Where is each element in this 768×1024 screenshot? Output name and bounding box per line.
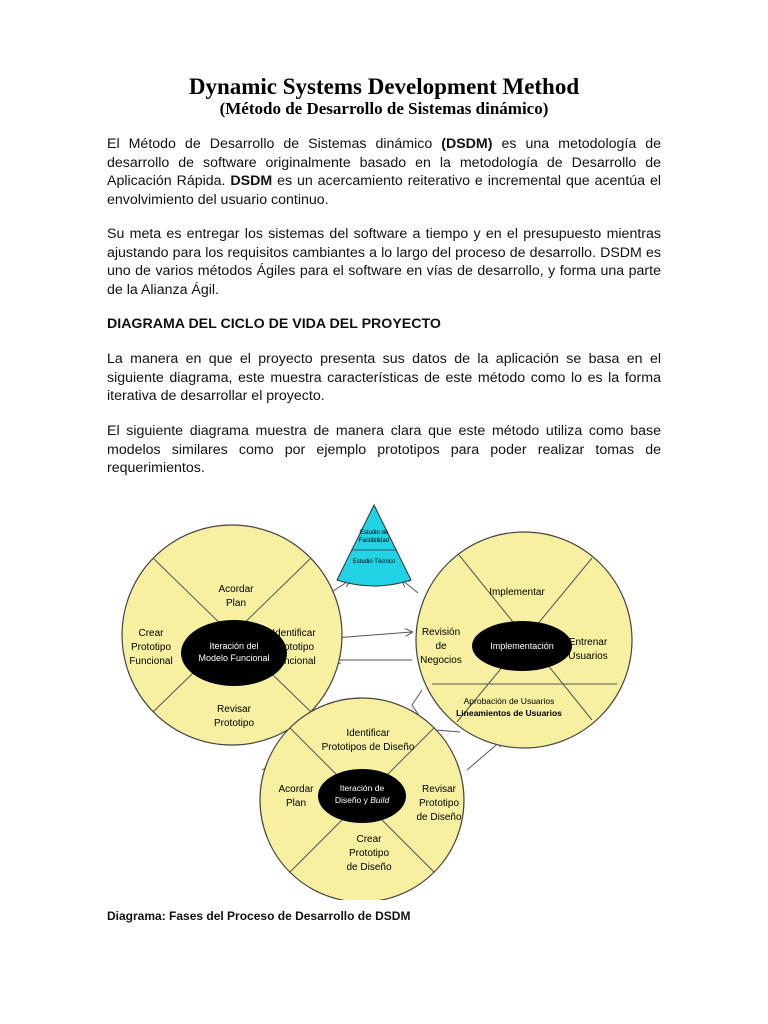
functional-model-circle [122,525,342,745]
right-right-label-2: Usuarios [568,651,608,662]
bottom-center-label-2-text: Diseño y [334,795,371,805]
right-left-label-2: de [435,641,447,652]
left-top-label-2: Plan [225,598,247,609]
left-right-label-2: Prototipo [273,642,315,653]
bottom-bottom-label-2: Prototipo [348,848,390,859]
left-top-label-1: Acordar [218,584,254,595]
intro-text-pre: El Método de Desarrollo de Sistemas dinámico [107,136,442,152]
section-heading: DIAGRAMA DEL CICLO DE VIDA DEL PROYECTO [107,316,441,332]
right-bottom-label-1: Aprobación de Usuarios [463,696,555,706]
document-title: Dynamic Systems Development Method [188,74,580,99]
left-center-label-2: Modelo Funcional [198,653,270,663]
bottom-bottom-label-3: de Diseño [346,862,392,873]
bottom-center-label-1: Iteración de [339,783,385,793]
diagram-description-paragraph: El siguiente diagrama muestra de manera clara que este método utiliza como base modelos similares como por ejemplo prototipos para poder realizar tomas de requerimientos. [107,423,661,477]
triangle-top-label-1: Estudio de [359,530,389,536]
bottom-center-label-2 [335,795,390,805]
right-center-label: Implementación [490,641,554,651]
left-left-label-2: Prototipo [130,642,172,653]
left-center-label-1: Iteración del [209,641,259,651]
dsdm-lifecycle-diagram [112,500,672,900]
implementation-circle [416,532,632,748]
right-left-label-1: Revisión [421,627,461,638]
diagram-intro-paragraph: La manera en que el proyecto presenta sus datos de la aplicación se basa en el siguiente diagrama, este muestra características de este método como lo es la forma iterativa de desarrollar el proyecto. [107,351,661,405]
triangle-top-label-2: Factibilidad [358,538,390,544]
feasibility-triangle [337,505,411,586]
bottom-right-label-2: Prototipo [418,798,460,809]
left-right-label-1: Identificar [272,628,316,639]
left-right-label-3: Funcional [272,656,316,667]
bottom-center-label-2-build: Build [370,795,390,805]
left-left-label-1: Crear [138,628,164,639]
right-top-label: Implementar [489,587,545,598]
bottom-top-label-2: Prototipos de Diseño [321,742,415,753]
right-left-label-3: Negocios [420,655,462,666]
bottom-bottom-label-1: Crear [356,834,382,845]
bottom-right-label-3: de Diseño [416,812,462,823]
left-bottom-label-2: Prototipo [213,718,255,729]
bottom-top-label-1: Identificar [346,728,390,739]
intro-bold-dsdm: DSDM [230,173,273,190]
arrow-left-to-right [334,632,412,638]
bottom-left-label-1: Acordar [278,784,314,795]
document-subtitle: (Método de Desarrollo de Sistemas dinámico) [219,99,549,118]
intro-bold-dsdm-acronym: (DSDM) [441,136,493,152]
design-build-circle [260,698,464,900]
right-right-label-1: Entrenar [568,637,608,648]
intro-text-post: es un acercamiento reiterativo e incremental que acentúa el envolvimiento del usuario continuo. [107,173,661,208]
intro-text-mid: es una metodología de desarrollo de software originalmente basado en la metodología de Desarrollo de Aplicación Rápida. [107,136,661,190]
triangle-bottom-label: Estudio Técnico [352,559,396,565]
diagram-caption: Diagrama: Fases del Proceso de Desarrollo de DSDM [107,909,411,923]
right-bottom-label-2: Lineamientos de Usuarios [456,708,562,718]
bottom-right-label-1: Revisar [422,784,456,795]
goal-paragraph: Su meta es entregar los sistemas del software a tiempo y en el presupuesto mientras ajustando para los requisitos cambiantes a lo largo del proceso de desarrollo. DSDM es uno de varios métodos Ágiles para el software en vías de desarrollo, y forma una parte de la Alianza Ágil. [107,226,661,298]
left-bottom-label-1: Revisar [217,704,251,715]
bottom-left-label-2: Plan [285,798,307,809]
left-left-label-3: Funcional [129,656,173,667]
intro-paragraph [107,135,661,209]
